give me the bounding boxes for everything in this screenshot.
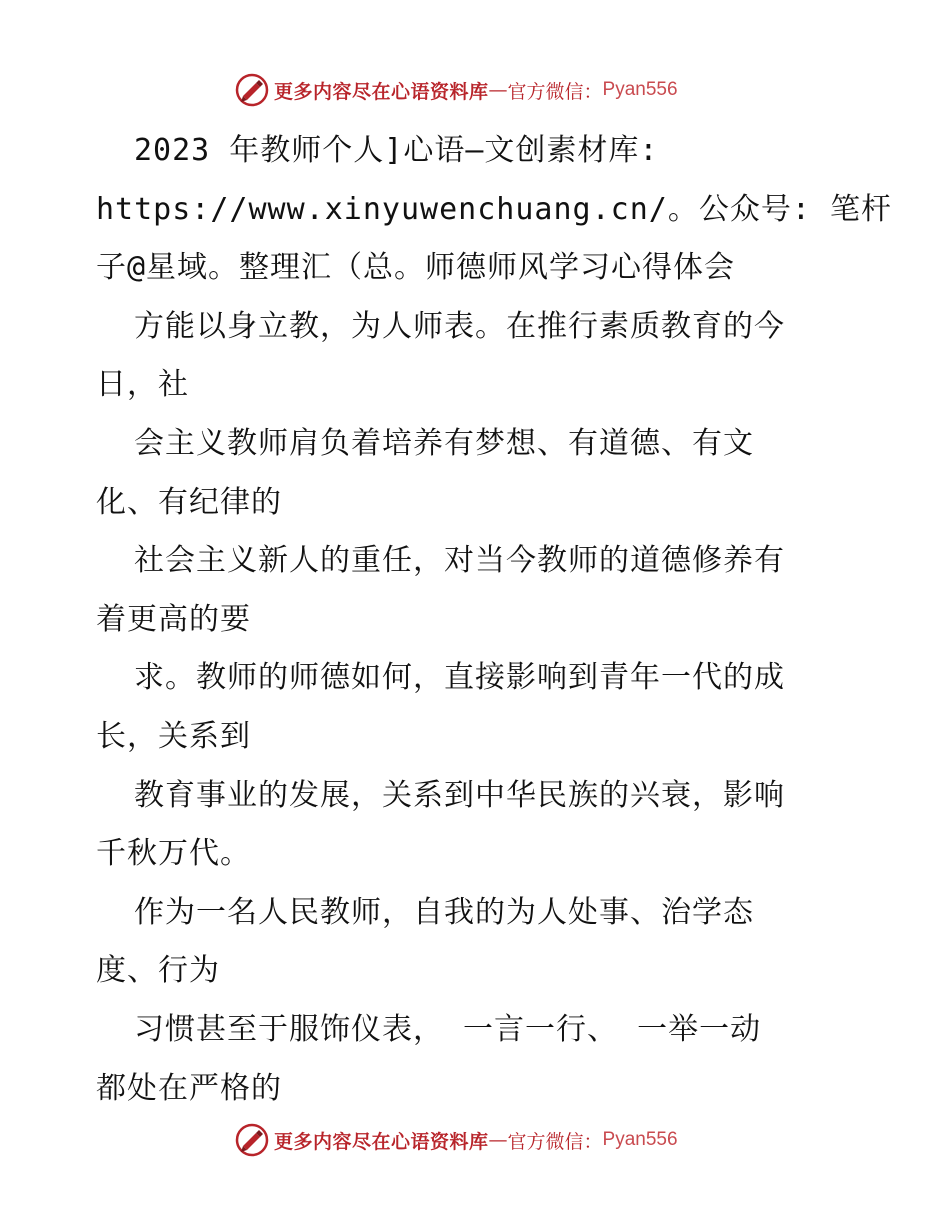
- body-text-line: https://www.xinyuwenchuang.cn/。公众号: 笔杆: [96, 191, 892, 227]
- body-text-line: 方能以身立教，为人师表。在推行素质教育的今: [134, 308, 785, 344]
- body-text-line: 子@星域。整理汇（总。师德师风学习心得体会: [96, 250, 736, 286]
- body-text-line: 着更高的要: [96, 601, 251, 637]
- body-text-line: 都处在严格的: [96, 1070, 282, 1106]
- footer-banner: [234, 1120, 678, 1160]
- body-text-line: 社会主义新人的重任，对当今教师的道德修养有: [134, 543, 785, 579]
- footer-wechat-id: Pyan556: [602, 1129, 678, 1150]
- header-wechat-id: Pyan556: [602, 79, 678, 100]
- body-text-line: 千秋万代。: [96, 836, 251, 872]
- document-body: [96, 122, 892, 1118]
- body-text-line: 作为一名人民教师，自我的为人处事、治学态: [134, 894, 754, 930]
- header-banner: [234, 70, 678, 110]
- body-text-line: 度、行为: [96, 953, 220, 989]
- pen-nib-logo-icon: [234, 72, 270, 108]
- footer-separator: —: [488, 1129, 508, 1151]
- header-separator: —: [488, 79, 508, 101]
- footer-wechat-label: 官方微信：: [507, 1130, 603, 1153]
- body-text-line: 求。教师的师德如何，直接影响到青年一代的成: [134, 660, 785, 696]
- footer-slogan: 更多内容尽在心语资料库: [274, 1130, 489, 1153]
- header-slogan: 更多内容尽在心语资料库: [274, 80, 489, 103]
- body-text-line: 教育事业的发展，关系到中华民族的兴衰，影响: [134, 777, 785, 813]
- body-text-line: 日，社: [96, 367, 189, 403]
- body-text-line: 会主义教师肩负着培养有梦想、有道德、有文: [134, 425, 754, 461]
- pen-nib-logo-icon: [234, 1122, 270, 1158]
- body-text-line: 长，关系到: [96, 718, 251, 754]
- body-text-line: 化、有纪律的: [96, 484, 282, 520]
- body-text-line: 习惯甚至于服饰仪表， 一言一行、 一举一动: [134, 1011, 762, 1047]
- header-wechat-label: 官方微信：: [507, 80, 603, 103]
- body-text-line: 2023 年教师个人]心语—文创素材库:: [134, 133, 659, 168]
